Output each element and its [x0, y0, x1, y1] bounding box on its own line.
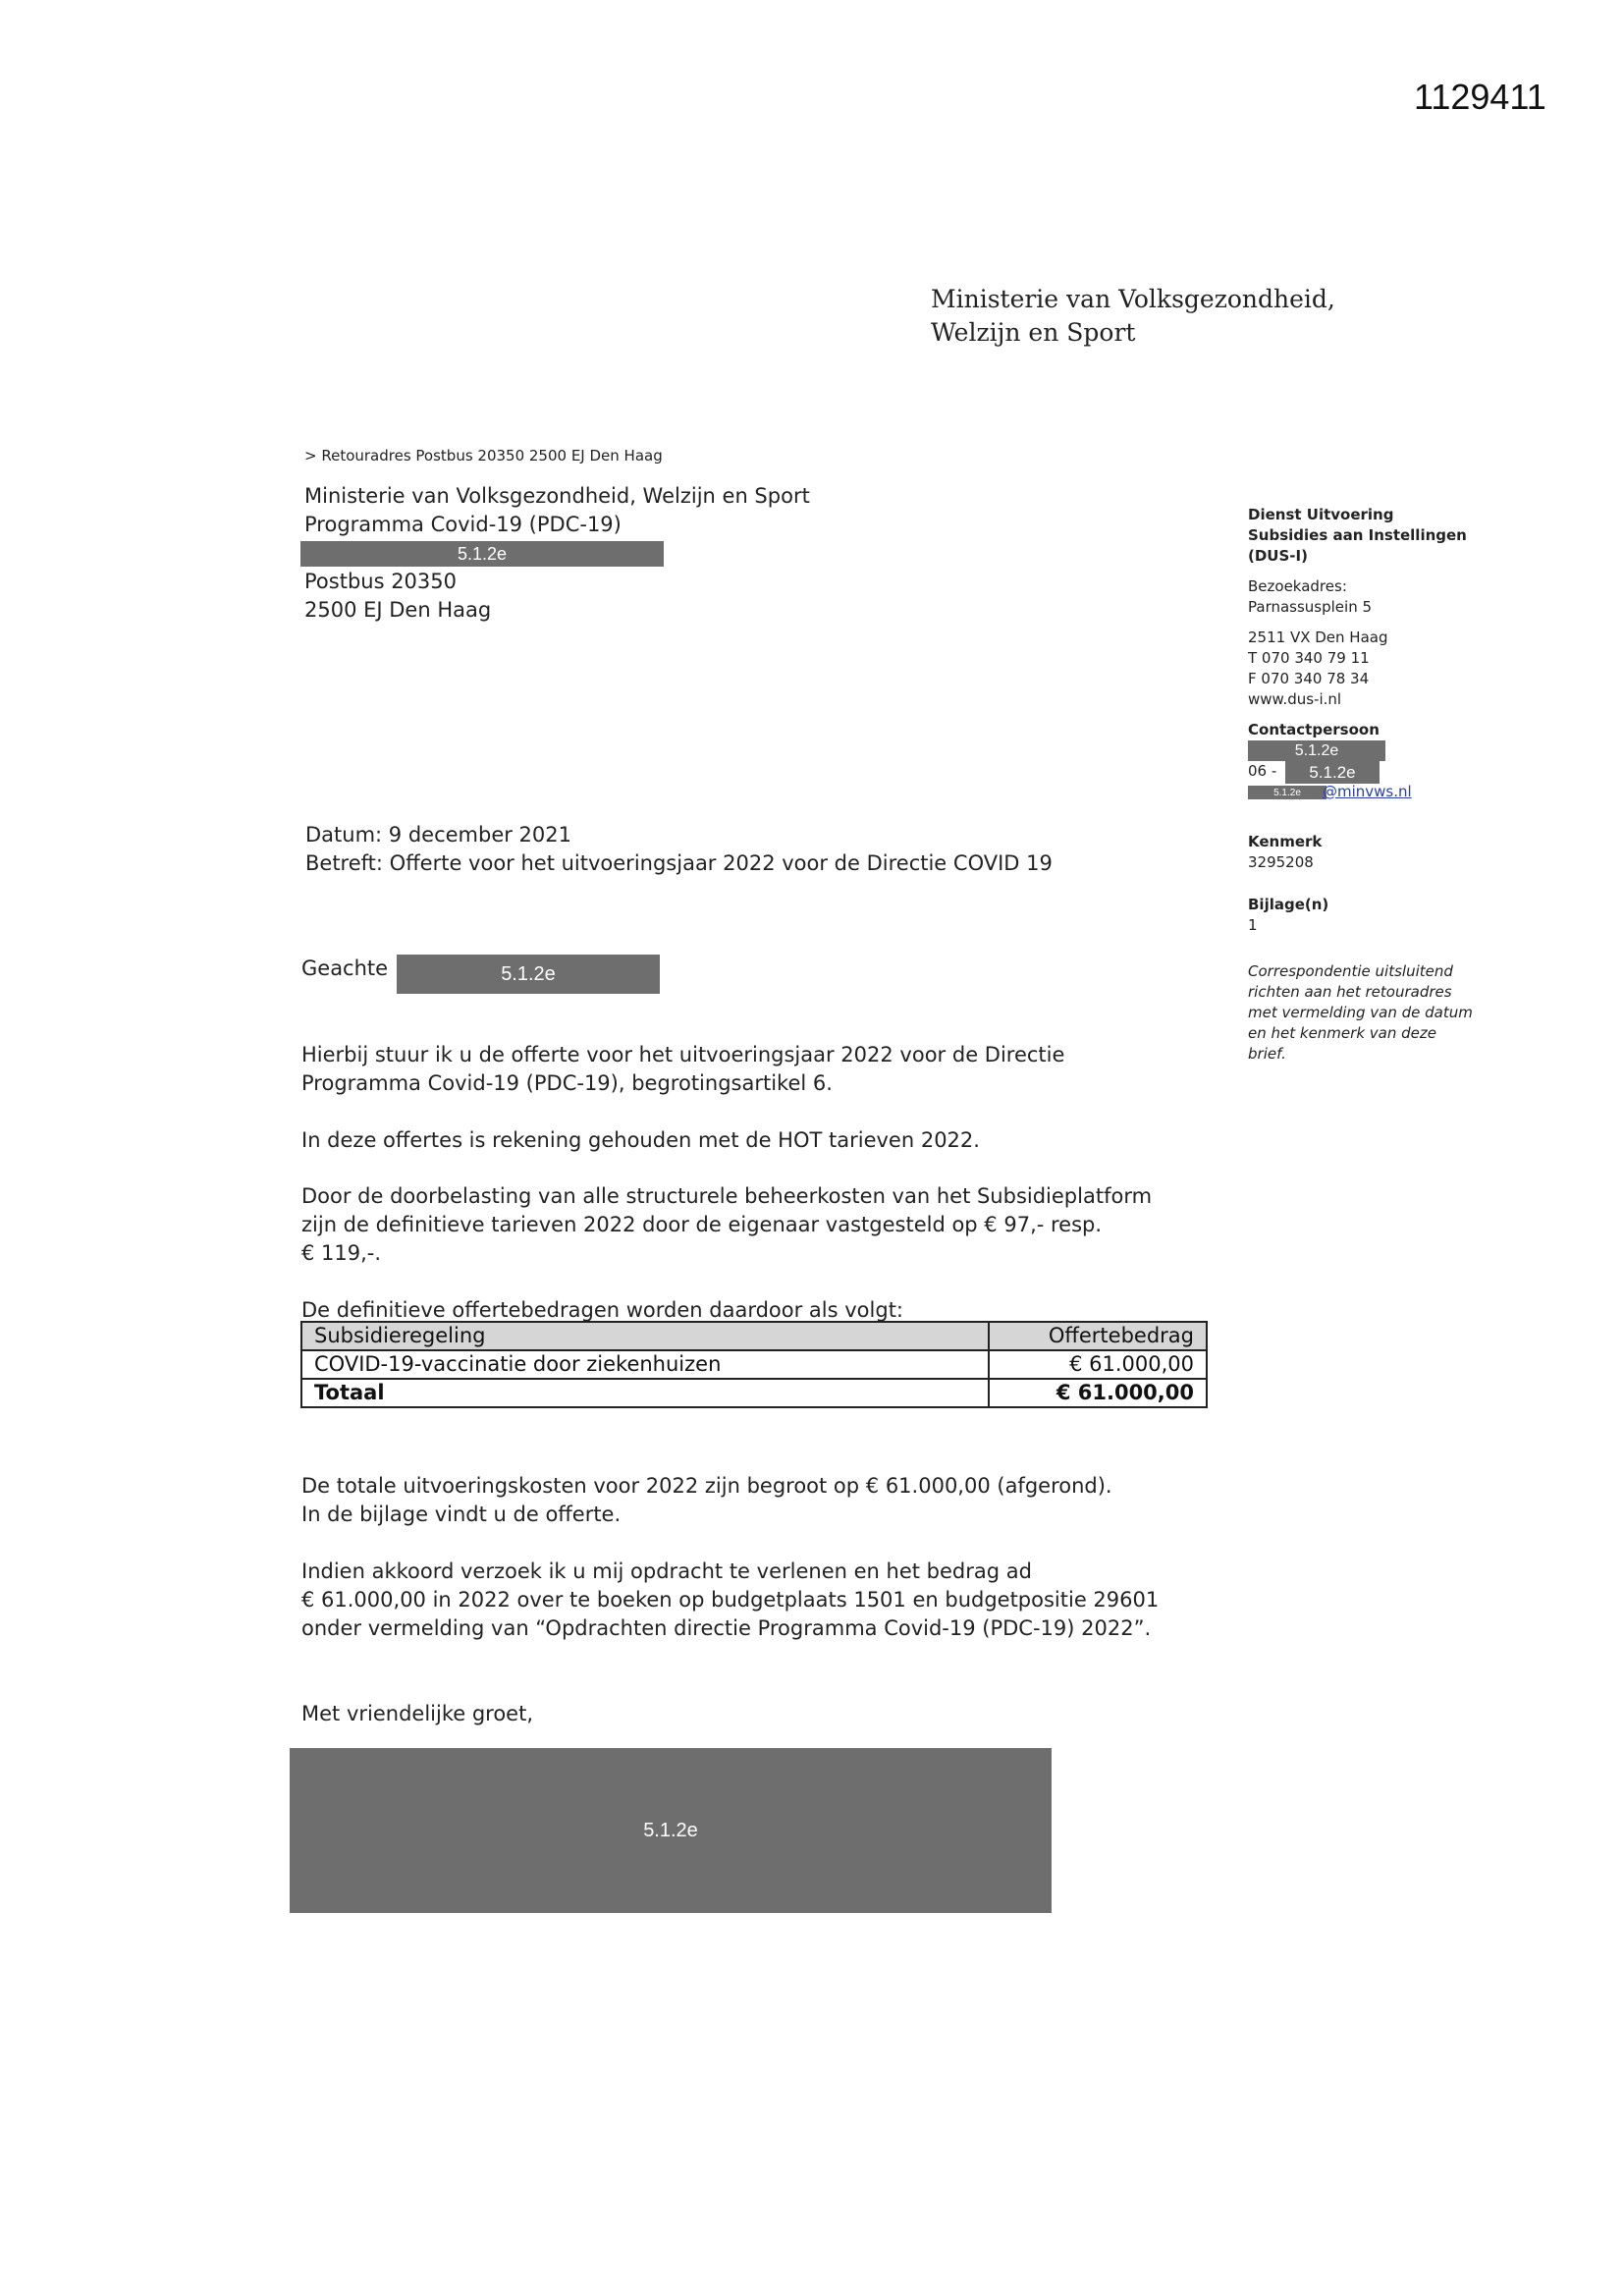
org-line-2: Subsidies aan Instellingen [1248, 526, 1467, 544]
reference-label: Kenmerk [1248, 833, 1323, 850]
column-header: Subsidieregeling [301, 1322, 989, 1350]
org-line-1: Dienst Uitvoering [1248, 506, 1394, 523]
fax: F 070 340 78 34 [1248, 670, 1370, 687]
table-intro: De definitieve offertebedragen worden daardoor als volgt: [301, 1298, 903, 1322]
table-cell: € 61.000,00 [989, 1379, 1207, 1407]
reference-value: 3295208 [1248, 853, 1314, 871]
document-number: 1129411 [1414, 77, 1546, 117]
ministry-line-1: Ministerie van Volksgezondheid, [931, 285, 1335, 313]
table-header-row [301, 1322, 1207, 1350]
contact-email-row [1248, 782, 1503, 802]
city: 2511 VX Den Haag [1248, 629, 1388, 646]
paragraph-3-line-2: zijn de definitieve tarieven 2022 door de eigenaar vastgesteld op € 97,- resp. [301, 1213, 1103, 1236]
paragraph-5-line-3: onder vermelding van “Opdrachten directie Programma Covid-19 (PDC-19) 2022”. [301, 1616, 1152, 1640]
paragraph-2: In deze offertes is rekening gehouden met de HOT tarieven 2022. [301, 1128, 980, 1152]
return-address: > Retouradres Postbus 20350 2500 EJ Den Haag [304, 447, 663, 465]
recipient-line-1: Ministerie van Volksgezondheid, Welzijn en Sport [304, 484, 810, 508]
redaction-block: 5.1.2e [1248, 786, 1326, 799]
recipient-line-5: 2500 EJ Den Haag [304, 598, 492, 622]
redaction-block: 5.1.2e [1248, 740, 1385, 761]
phone: T 070 340 79 11 [1248, 649, 1370, 667]
letter-date: Datum: 9 december 2021 [305, 823, 572, 847]
visit-label: Bezoekadres: [1248, 577, 1347, 595]
paragraph-1-line-1: Hierbij stuur ik u de offerte voor het uitvoeringsjaar 2022 voor de Directie [301, 1043, 1065, 1066]
contact-name-row [1248, 740, 1503, 761]
paragraph-3-line-1: Door de doorbelasting van alle structurele beheerkosten van het Subsidieplatform [301, 1184, 1153, 1208]
attachment-value: 1 [1248, 916, 1258, 934]
table-total-row [301, 1379, 1207, 1407]
ministry-logo-text [931, 283, 1335, 350]
table-row [301, 1350, 1207, 1379]
offer-table [300, 1321, 1208, 1408]
redaction-block: 5.1.2e [1285, 760, 1380, 784]
salutation: Geachte [301, 957, 389, 980]
redaction-block: 5.1.2e [300, 541, 664, 567]
paragraph-5-line-2: € 61.000,00 in 2022 over te boeken op budgetplaats 1501 en budgetpositie 29601 [301, 1588, 1160, 1612]
contact-label: Contactpersoon [1248, 721, 1380, 738]
paragraph-1-line-2: Programma Covid-19 (PDC-19), begrotingsartikel 6. [301, 1071, 833, 1095]
sender-sidebar [1248, 505, 1503, 1065]
column-header: Offertebedrag [989, 1322, 1207, 1350]
note-line-1: Correspondentie uitsluitend [1248, 962, 1453, 980]
visit-street: Parnassusplein 5 [1248, 598, 1373, 616]
note-line-5: brief. [1248, 1045, 1286, 1063]
email-link[interactable]: @minvws.nl [1323, 783, 1412, 800]
closing: Met vriendelijke groet, [301, 1702, 534, 1725]
table-cell: Totaal [301, 1379, 989, 1407]
org-line-3: (DUS-I) [1248, 547, 1308, 565]
paragraph-3-line-3: € 119,-. [301, 1241, 382, 1265]
table-cell: COVID-19-vaccinatie door ziekenhuizen [301, 1350, 989, 1379]
attachment-label: Bijlage(n) [1248, 896, 1329, 913]
paragraph-4-line-1: De totale uitvoeringskosten voor 2022 zijn begroot op € 61.000,00 (afgerond). [301, 1474, 1112, 1498]
paragraph-5-line-1: Indien akkoord verzoek ik u mij opdracht te verlenen en het bedrag ad [301, 1559, 1032, 1583]
recipient-line-3 [304, 539, 810, 568]
note-line-3: met vermelding van de datum [1248, 1004, 1473, 1021]
ministry-line-2: Welzijn en Sport [931, 318, 1136, 347]
paragraph-4-line-2: In de bijlage vindt u de offerte. [301, 1503, 622, 1526]
contact-phone-row [1248, 761, 1503, 782]
website: www.dus-i.nl [1248, 690, 1342, 708]
letter-subject: Betreft: Offerte voor het uitvoeringsjaar 2022 voor de Directie COVID 19 [305, 851, 1053, 875]
recipient-line-4: Postbus 20350 [304, 570, 457, 593]
redaction-block: 5.1.2e [397, 955, 660, 994]
recipient-line-2: Programma Covid-19 (PDC-19) [304, 513, 622, 536]
signature-redaction-block: 5.1.2e [290, 1748, 1052, 1913]
note-line-4: en het kenmerk van deze [1248, 1024, 1436, 1042]
table-cell: € 61.000,00 [989, 1350, 1207, 1379]
recipient-address [304, 482, 810, 625]
note-line-2: richten aan het retouradres [1248, 983, 1452, 1001]
phone-prefix: 06 - [1248, 762, 1277, 780]
